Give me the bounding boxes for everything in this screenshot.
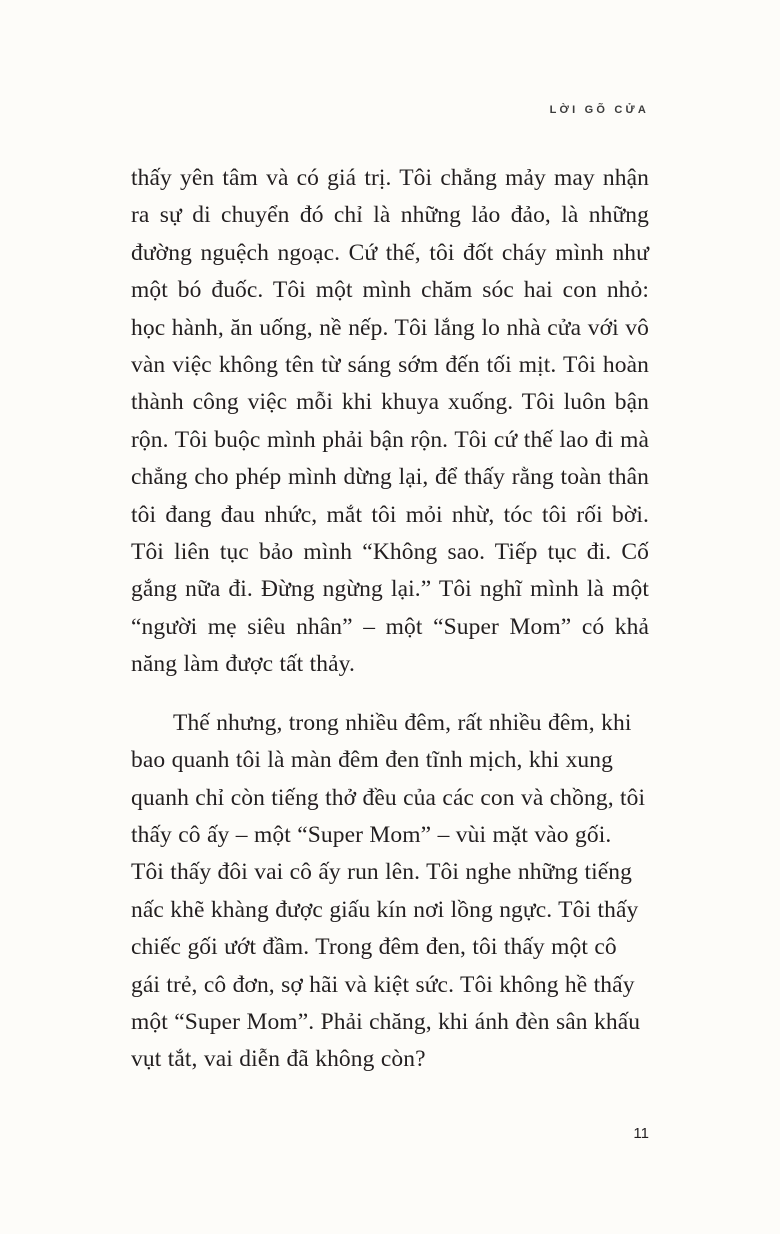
paragraph-2: Thế nhưng, trong nhiều đêm, rất nhiều đêm, khi bao quanh tôi là màn đêm đen tĩnh mịch, khi xung quanh chỉ còn tiếng thở đều của các con và chồng, tôi thấy cô ấy – một “Super Mom” – vùi mặt vào gối. Tôi thấy đôi vai cô ấy run lên. Tôi nghe những tiếng nấc khẽ khàng được giấu kín nơi lồng ngực. Tôi thấy chiếc gối ướt đầm. Trong đêm đen, tôi thấy một cô gái trẻ, cô đơn, sợ hãi và kiệt sức. Tôi không hề thấy một “Super Mom”. Phải chăng, khi ánh đèn sân khấu vụt tắt, vai diễn đã không còn? <box>131 709 646 1073</box>
paragraph-1: thấy yên tâm và có giá trị. Tôi chẳng mảy may nhận ra sự di chuyển đó chỉ là những lảo đảo, là những đường nguệch ngoạc. Cứ thế, tôi đốt cháy mình như một bó đuốc. Tôi một mình chăm sóc hai con nhỏ: học hành, ăn uống, nề nếp. Tôi lắng lo nhà cửa với vô vàn việc không tên từ sáng sớm đến tối mịt. Tôi hoàn thành công việc mỗi khi khuya xuống. Tôi luôn bận rộn. Tôi buộc mình phải bận rộn. Tôi cứ thế lao đi mà chẳng cho phép mình dừng lại, để thấy rằng toàn thân tôi đang đau nhức, mắt tôi mỏi nhừ, tóc tôi rối bời. Tôi liên tục bảo mình “Không sao. Tiếp tục đi. Cố gắng nữa đi. Đừng ngừng lại.” Tôi nghĩ mình là một “người mẹ siêu nhân” – một “Super Mom” có khả năng làm được tất thảy. <box>131 165 649 678</box>
running-head: LỜI GÕ CỬA <box>549 104 649 116</box>
page-number: 11 <box>633 1125 649 1142</box>
body-text <box>131 160 649 1079</box>
